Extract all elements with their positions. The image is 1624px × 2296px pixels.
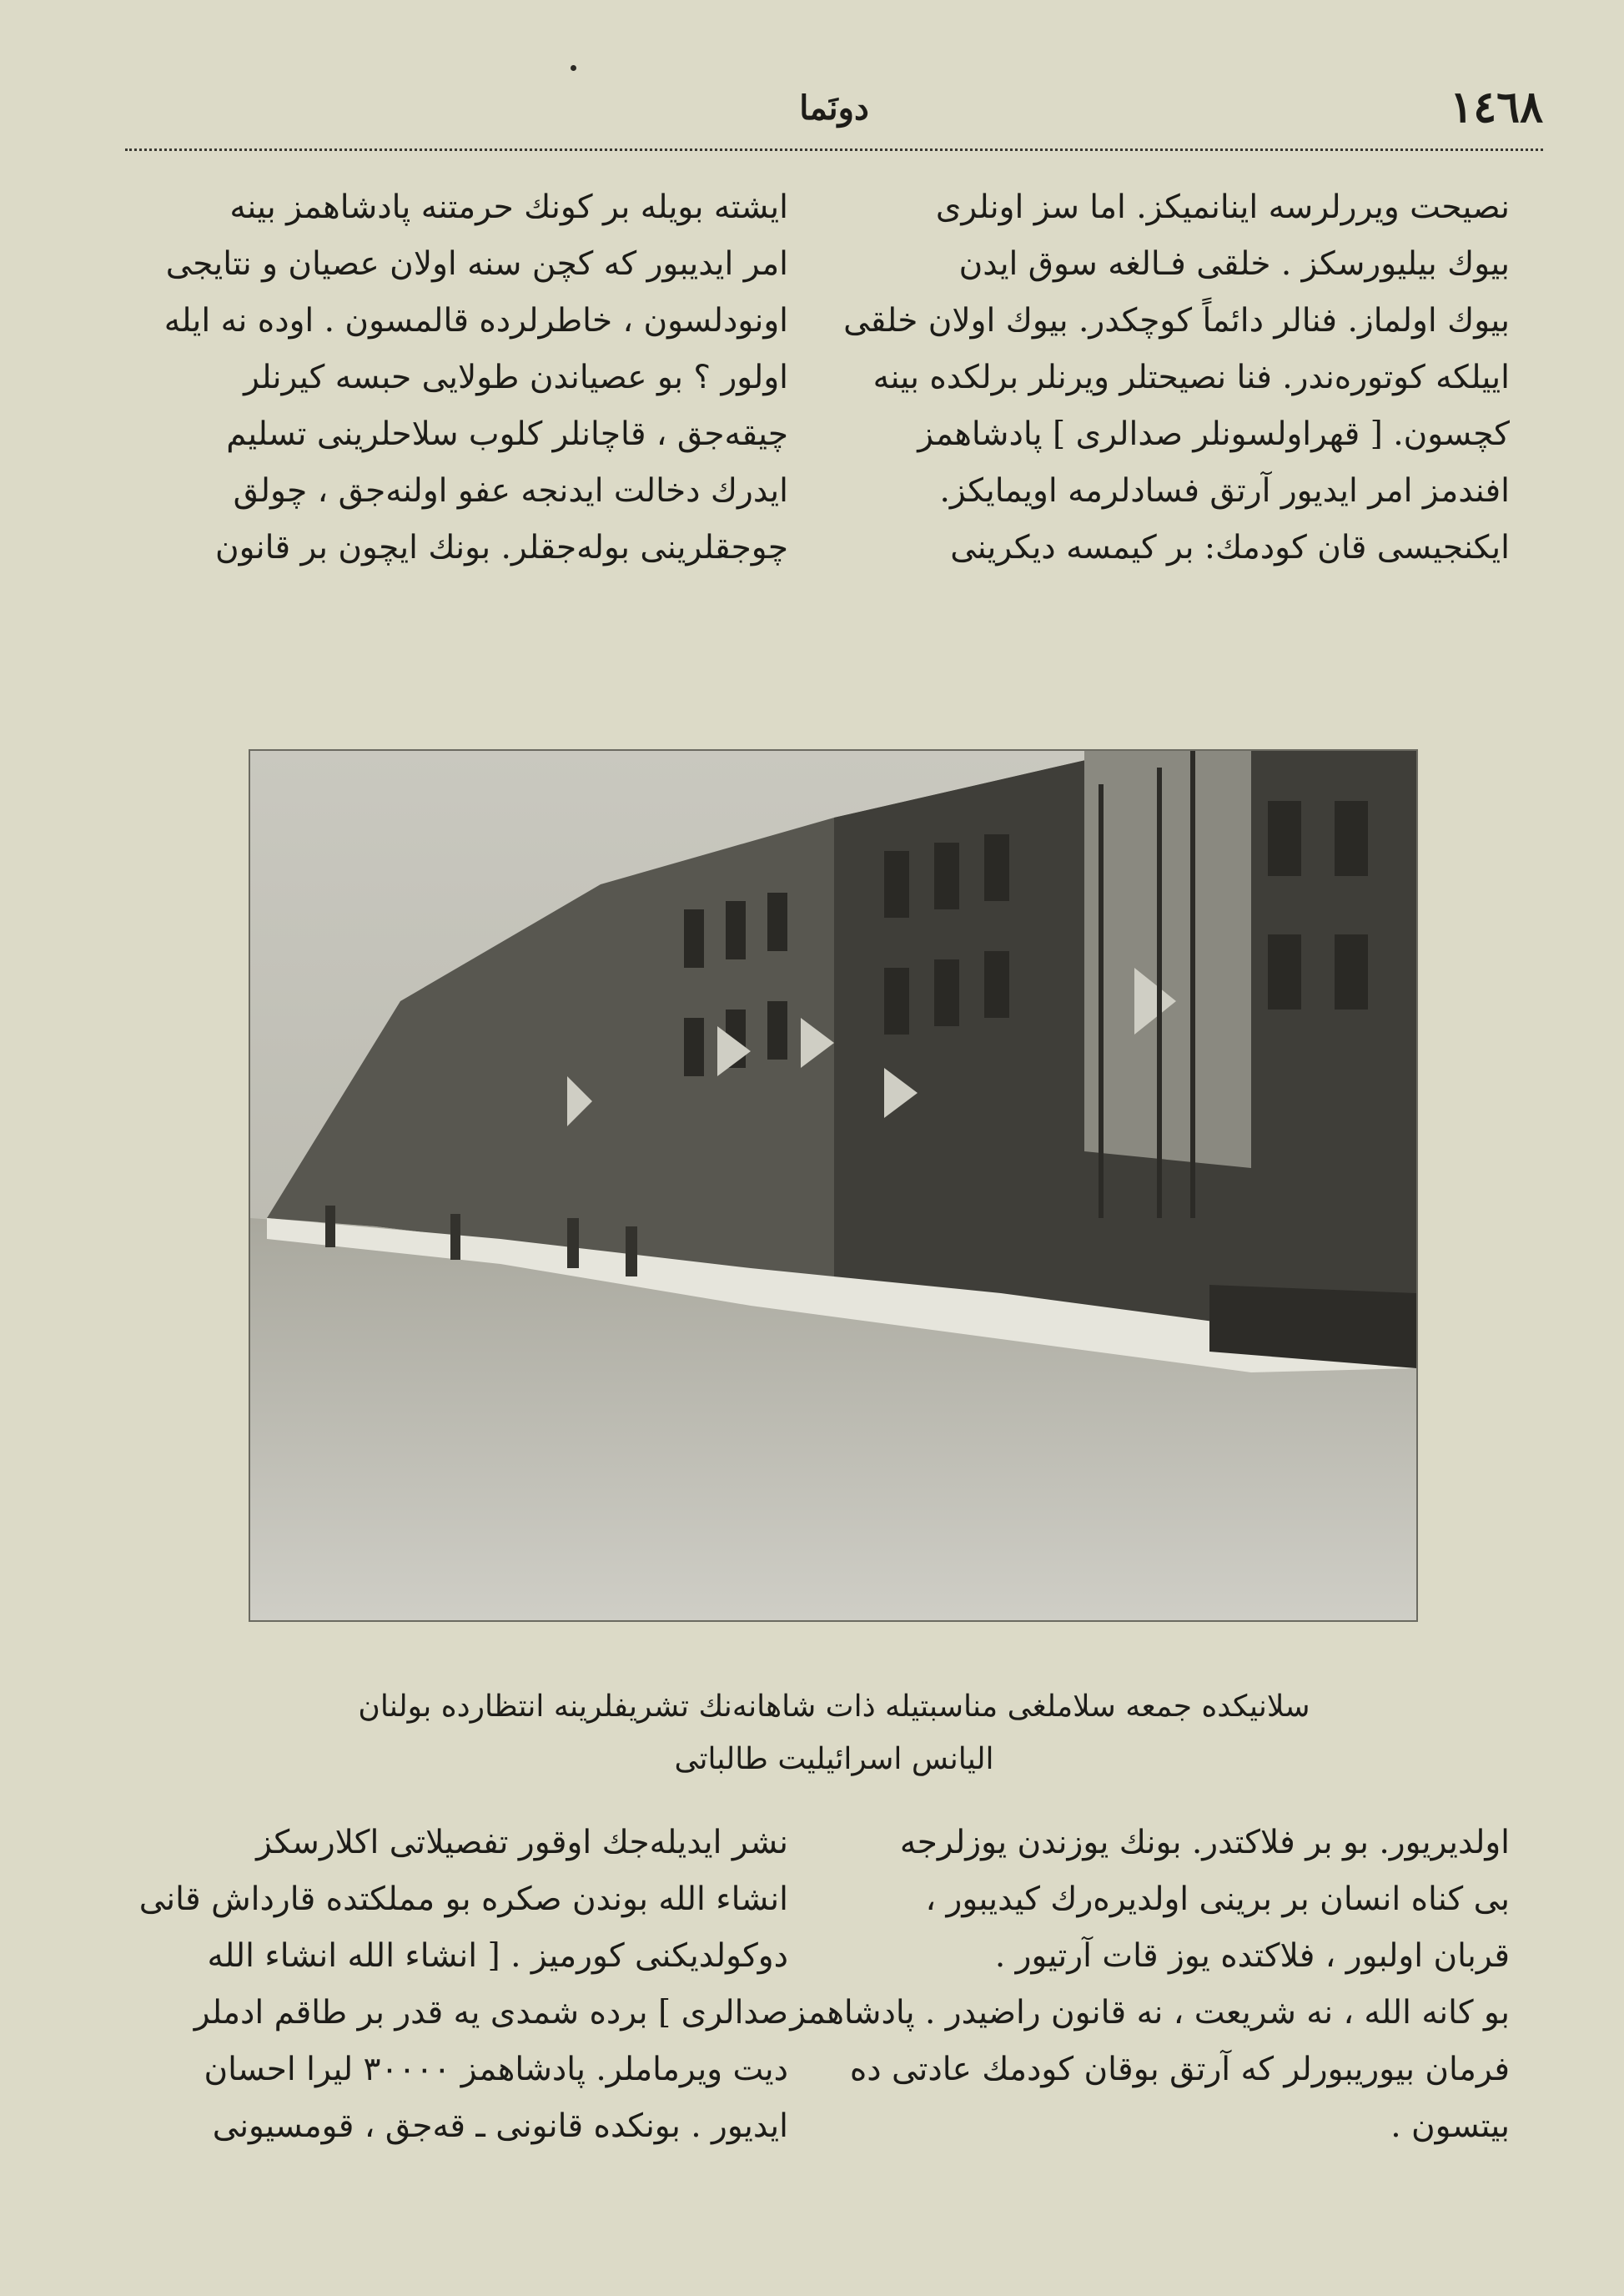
text-line: بى كناه انسان بر برينى اولديره‌رك كيديبور ،	[925, 1881, 1510, 1918]
photo-caption-line-2: اليانس اسرائيليت طالباتى	[674, 1742, 994, 1776]
text-line: اولور ؟ بو عصياندن طولايى حبسه كيرنلر	[244, 359, 788, 396]
text-line: ايدرك دخالت ايدنجه عفو اولنه‌جق ، چولق	[233, 472, 788, 510]
text-line: بو كانه الله ، نه شريعت ، نه قانون راضيدر . پادشاهمز	[790, 1994, 1510, 2032]
text-line: ايكنجيسى قان كودمك: بر كيمسه ديكرينى	[950, 529, 1510, 566]
text-line: كچسون. [ قهراولسونلر صدالرى ] پادشاهمز	[918, 415, 1510, 453]
magazine-title: دونَما	[799, 88, 869, 128]
text-line: قربان اولبور ، فلاكتده يوز قات آرتيور .	[994, 1937, 1510, 1975]
photo-caption-line-1: سلانيكده جمعه سلاملغى مناسبتيله ذات شاهانه‌نك تشريفلرينه انتظارده بولنان	[358, 1689, 1310, 1724]
text-line: بيوك بيليورسكز . خلقى فـالغه سوق ايدن	[958, 245, 1510, 283]
text-line: صدالرى ] برده شمدى يه قدر بر طاقم ادملر	[194, 1994, 788, 2032]
column-top-right	[843, 179, 1510, 577]
text-line: ايشته بويله بر كونك حرمتنه پادشاهمز بينه	[229, 189, 788, 226]
text-line: نصيحت ويررلرسه اينانميكز. اما سز اونلرى	[935, 189, 1510, 226]
text-line: اولديريور. بو بر فلاكتدر. بونك يوزندن يوزلرجه	[899, 1824, 1510, 1861]
text-line: ديت ويرماملر. پادشاهمز ٣٠٠٠٠ ليرا احسان	[204, 2051, 788, 2088]
text-line: بيوك اولماز. فنالر دائماً كوچكدر. بيوك اولان خلقى	[843, 302, 1510, 340]
text-line: ايديور . بونكده قانونى ـ قه‌جق ، قومسيونى	[212, 2107, 788, 2145]
text-line: چوجقلرينى بوله‌جقلر. بونك ايچون بر قانون	[214, 529, 788, 566]
street-parade-photo	[249, 749, 1418, 1622]
text-line: اونودلسون ، خاطرلرده قالمسون . اوده نه ايله	[163, 302, 788, 340]
text-line: انشاء الله بوندن صكره بو مملكتده قارداش قانى	[138, 1881, 788, 1918]
text-line: نشر ايديله‌جك اوقور تفصيلاتى اكلارسكز	[256, 1824, 788, 1861]
header-rule	[125, 149, 1543, 151]
ink-dot	[571, 65, 576, 71]
text-line: امر ايديبور كه كچن سنه اولان عصيان و نتايجى	[165, 245, 788, 283]
photo-illustration	[250, 751, 1416, 1620]
column-bottom-right	[790, 1815, 1510, 2155]
text-line: بيتسون .	[1390, 2107, 1510, 2145]
page-number: ١٤٦٨	[1450, 82, 1543, 133]
column-bottom-left	[138, 1815, 788, 2155]
text-line: فرمان بيوريبورلر كه آرتق بوقان كودمك عادتى ده	[849, 2051, 1510, 2088]
text-line: اييلكه كوتوره‌ندر. فنا نصيحتلر ويرنلر برلكده بينه	[872, 359, 1510, 396]
text-line: دوكولديكنى كورميز . [ انشاء الله انشاء الله	[207, 1937, 788, 1975]
column-top-left	[138, 179, 788, 577]
text-line: افندمز امر ايديور آرتق فسادلرمه اويمايكز.	[939, 472, 1510, 510]
text-line: چيقه‌جق ، قاچانلر كلوب سلاحلرينى تسليم	[226, 415, 788, 453]
page-header	[125, 82, 1543, 140]
